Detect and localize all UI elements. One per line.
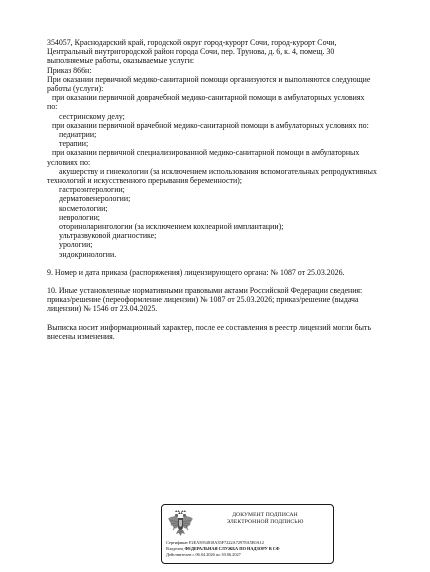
- signature-details: [166, 540, 334, 559]
- license-extract-text: [47, 38, 395, 341]
- list-item: косметологии;: [59, 203, 108, 213]
- list-item: неврологии;: [59, 212, 100, 222]
- premedical-care-heading: при оказании первичной доврачебной медико-санитарной помощи в амбулаторных условиях: [52, 93, 365, 103]
- other-info-paragraph: 10. Иные установленные нормативными правовыми актами Российской Федерации сведения:: [47, 286, 363, 296]
- list-item: ультразвуковой диагностике;: [59, 231, 157, 241]
- order-reference: Приказ 866н:: [47, 65, 92, 75]
- other-info-paragraph: лицензии) № 1546 от 23.04.2025.: [47, 304, 158, 314]
- premedical-care-heading: по:: [47, 102, 58, 112]
- order-number-paragraph: 9. Номер и дата приказа (распоряжения) лицензирующего органа: № 1087 от 25.03.2026.: [47, 267, 345, 277]
- certificate-row: Сертификат F2EA5954818A35F7222A72978A5E0A12: [166, 540, 264, 545]
- works-heading: выполняемые работы, оказываемые услуги:: [47, 56, 195, 66]
- electronic-signature-stamp: [161, 504, 334, 564]
- list-item: оториноларингологии (за исключением кохлеарной имплантации);: [59, 222, 284, 232]
- owner-row: Владелец ФЕДЕРАЛЬНАЯ СЛУЖБА ПО НАДЗОРУ В СФ: [166, 546, 280, 552]
- specialized-care-heading: условиях по:: [47, 157, 91, 167]
- list-item: гастроэнтерологии;: [59, 185, 125, 195]
- doctor-care-heading: при оказании первичной врачебной медико-санитарной помощи в амбулаторных условиях по:: [52, 120, 369, 130]
- address-line: 354057, Краснодарский край, городской округ город-курорт Сочи, город-курорт Сочи,: [47, 38, 337, 47]
- address-line: Центральный внутригородской район города Сочи, пер. Трунова, д. 6, к. 4, помещ. 30: [47, 47, 335, 57]
- extract-note: внесены изменения.: [47, 331, 115, 341]
- double-headed-eagle-emblem-icon: [167, 509, 194, 539]
- list-item: технологий и искусственного прерывания беременности);: [47, 176, 242, 186]
- signature-heading: ДОКУМЕНТ ПОДПИСАН ЭЛЕКТРОННОЙ ПОДПИСЬЮ: [226, 512, 304, 526]
- validity-row: Действителен с 06.04.2026 по 30.06.2027: [166, 552, 241, 558]
- list-item: урологии;: [59, 240, 93, 250]
- intro-text: работы (услуги):: [47, 84, 104, 94]
- other-info-paragraph: приказ/решение (переоформление лицензии) № 1087 от 25.03.2026; приказ/решение (выдача: [47, 295, 359, 305]
- intro-text: При оказании первичной медико-санитарной помощи организуются и выполняются следующие: [47, 74, 371, 84]
- list-item: педиатрии;: [59, 130, 97, 140]
- list-item: терапии;: [59, 139, 89, 149]
- specialized-care-heading: при оказании первичной специализированной медико-санитарной помощи в амбулаторных: [52, 148, 360, 158]
- list-item: эндокринологии.: [59, 249, 117, 259]
- extract-note: Выписка носит информационный характер, после ее составления в реестр лицензий могли быть: [47, 322, 371, 332]
- list-item: сестринскому делу;: [59, 111, 125, 121]
- list-item: дерматовенерологии;: [59, 194, 131, 204]
- list-item: акушерству и гинекологии (за исключением использования вспомогательных репродуктивных: [59, 166, 377, 176]
